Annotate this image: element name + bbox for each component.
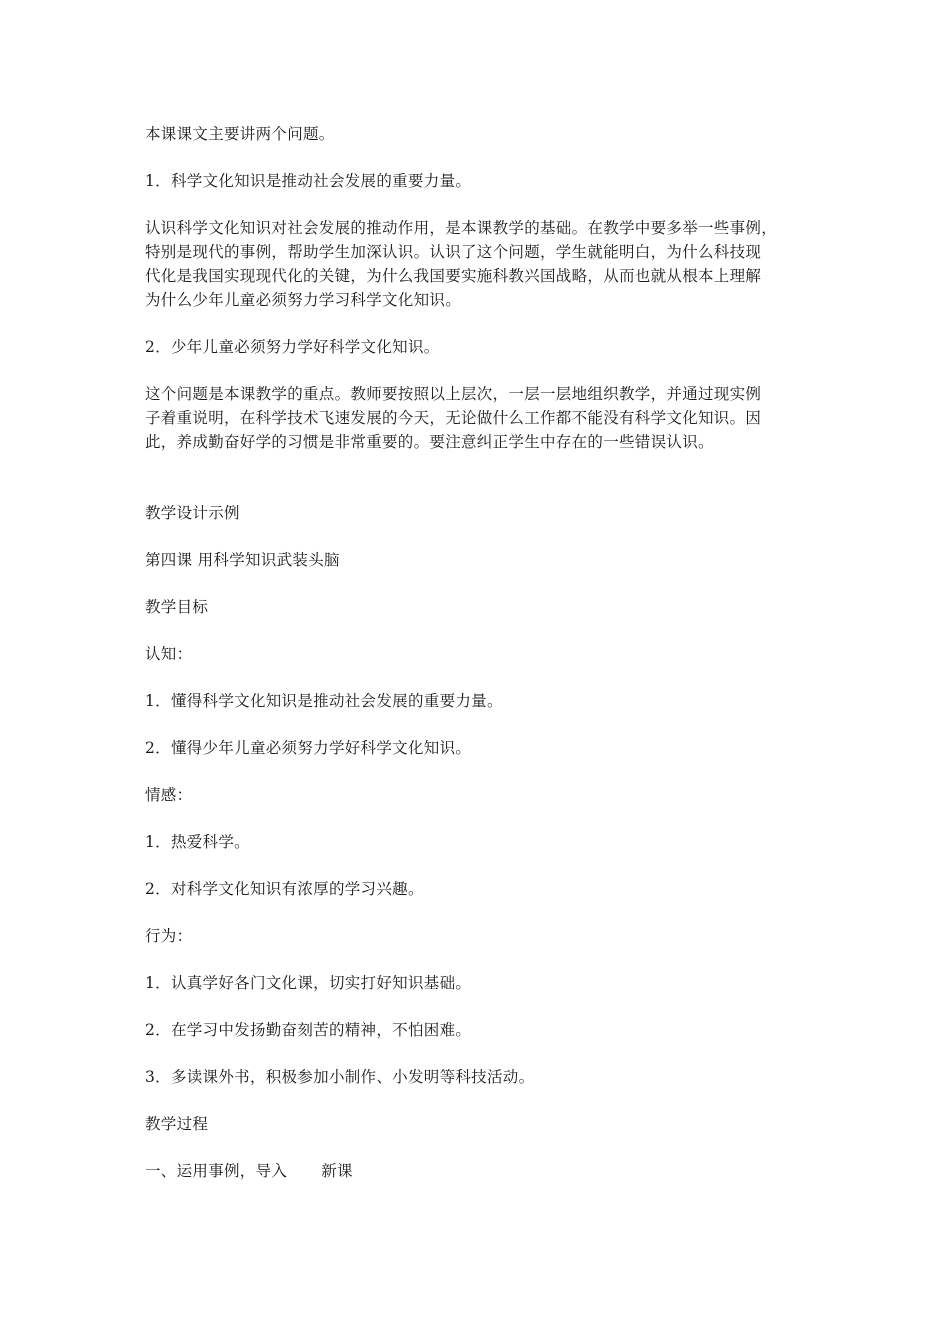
step1-part2: 新课 [321,1162,353,1180]
document-body [145,122,805,1183]
lesson-title: 第四课 用科学知识武装头脑 [145,551,340,569]
goals-heading: 教学目标 [145,598,209,616]
point2-paragraph [145,382,805,454]
point2-line: 子着重说明，在科学技术飞速发展的今天，无论做什么工作都不能没有科学文化知识。因 [145,409,762,427]
point1-paragraph [145,216,805,312]
point1-line: 特别是现代的事例，帮助学生加深认识。认识了这个问题，学生就能明白，为什么科技现 [145,243,762,261]
point2-heading: 2．少年儿童必须努力学好科学文化知识。 [145,338,440,356]
emotion-item: 2．对科学文化知识有浓厚的学习兴趣。 [145,880,424,898]
point1-line: 代化是我国实现现代化的关键，为什么我国要实施科教兴国战略，从而也就从根本上理解 [145,267,762,285]
behavior-item: 1．认真学好各门文化课，切实打好知识基础。 [145,974,472,992]
process-heading: 教学过程 [145,1115,209,1133]
step1-heading [145,1159,805,1183]
point2-line: 这个问题是本课教学的重点。教师要按照以上层次，一层一层地组织教学，并通过现实例 [145,385,762,403]
point1-heading: 1．科学文化知识是推动社会发展的重要力量。 [145,172,472,190]
emotion-item: 1．热爱科学。 [145,833,250,851]
cognition-label: 认知： [145,645,193,663]
step1-part1: 一、运用事例，导入 [145,1162,288,1180]
point1-line: 为什么少年儿童必须努力学习科学文化知识。 [145,291,462,309]
cognition-item: 1．懂得科学文化知识是推动社会发展的重要力量。 [145,692,503,710]
behavior-item: 2．在学习中发扬勤奋刻苦的精神，不怕困难。 [145,1021,472,1039]
intro-paragraph: 本课课文主要讲两个问题。 [145,125,335,143]
point1-line: 认识科学文化知识对社会发展的推动作用，是本课教学的基础。在教学中要多举一些事例， [145,219,778,237]
behavior-item: 3．多读课外书，积极参加小制作、小发明等科技活动。 [145,1068,535,1086]
point2-line: 此，养成勤奋好学的习惯是非常重要的。要注意纠正学生中存在的一些错误认识。 [145,433,714,451]
design-title: 教学设计示例 [145,504,240,522]
cognition-item: 2．懂得少年儿童必须努力学好科学文化知识。 [145,739,472,757]
emotion-label: 情感： [145,786,193,804]
behavior-label: 行为： [145,927,193,945]
